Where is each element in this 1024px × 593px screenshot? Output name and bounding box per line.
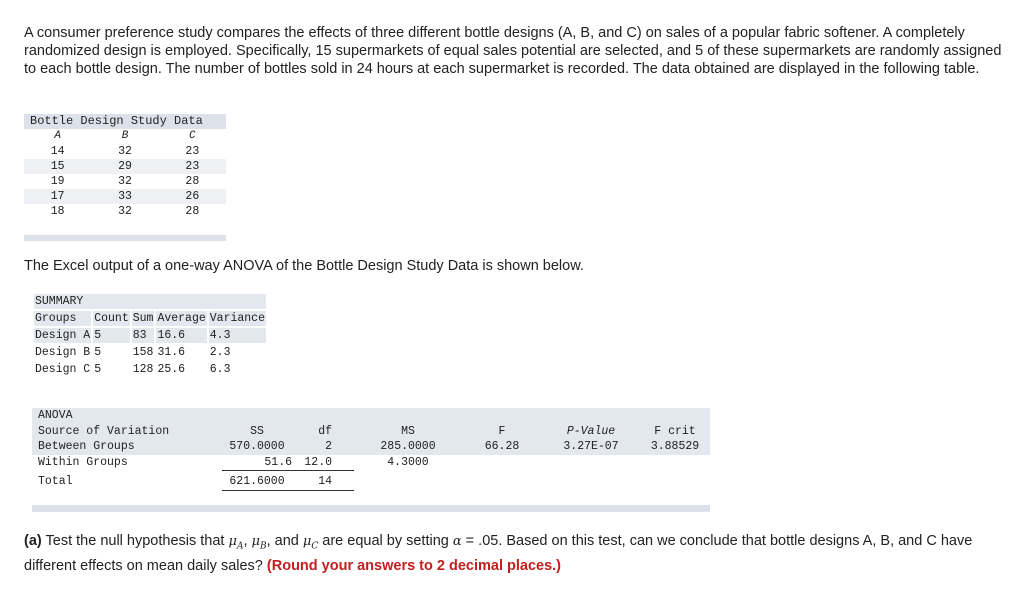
table-row: Design C 5 128 25.6 6.3	[34, 362, 266, 377]
table-footer-bar	[32, 505, 710, 512]
mu-c: $\mu_C$	[302, 534, 319, 552]
table-row: Within Groups 51.6 12.0 4.3000	[38, 455, 429, 469]
table-row: Design A 5 83 16.6 4.3	[34, 328, 266, 343]
problem-intro: A consumer preference study compares the effects of three different bottle designs (A, B, and C) on sales of a popular fabric softener. A completely randomized design is employed. Specifically, 15 supermarkets of equal sales potential are selected, and 5 of these supermarkets are randomly assigned to each bottle design. The number of bottles sold in 24 hours at each supermarket is recorded. The data obtained are displayed in the following table.	[24, 25, 1002, 77]
table-row: 17 33 26	[24, 189, 226, 204]
table-row: Total 621.6000 14	[32, 471, 710, 491]
table-footer-bar	[24, 235, 226, 241]
mu-b: $\mu_B$	[251, 534, 267, 552]
study-header-a: A	[54, 130, 61, 142]
summary-table: SUMMARY Groups Count Sum Average Variance Design A 5 83 16.6 4.3 Design B 5 158 31.6 2.3 Design C 5 128 25.6 6.3	[35, 295, 265, 376]
study-table-title: Bottle Design Study Data	[24, 114, 226, 129]
table-row: Between Groups 570.0000 2 285.0000 66.28 3.27E-07 3.88529	[32, 439, 710, 455]
anova-intro-text: The Excel output of a one-way ANOVA of the Bottle Design Study Data is shown below.	[24, 258, 584, 274]
rounding-instruction: (Round your answers to 2 decimal places.)	[266, 557, 562, 574]
mu-a: $\mu_A$	[228, 534, 244, 552]
anova-title: ANOVA	[32, 408, 710, 424]
table-row: 14 32 23	[50, 145, 200, 158]
study-header-b: B	[121, 130, 129, 142]
question-a: (a) Test the null hypothesis that $\mu_A$, $\mu_B$, and $\mu_C$ are equal by setting α = .05. Based on this test, can we conclude that bottle designs A, B, and C have different effects on mean daily sales? (Round your answers to 2 decimal places.)	[24, 533, 973, 574]
part-label: (a)	[24, 533, 42, 549]
table-row: 19 32 28	[50, 175, 200, 188]
table-row: 18 32 28	[50, 205, 200, 218]
table-row: Design B 5 158 31.6 2.3	[34, 345, 266, 360]
study-header-c: C	[189, 130, 196, 142]
table-row: 15 29 23	[24, 159, 226, 174]
alpha-symbol: α	[452, 534, 462, 549]
anova-table: ANOVA Source of Variation SS df MS F P-Value F crit Between Groups 570.0000 2 285.0000 66.28 3.27E-07 3.88529 Within Groups 51.6 12.0 4.3000 Total 621.6000 14	[32, 408, 710, 512]
summary-title: SUMMARY	[35, 295, 84, 308]
study-data-table	[24, 114, 226, 241]
